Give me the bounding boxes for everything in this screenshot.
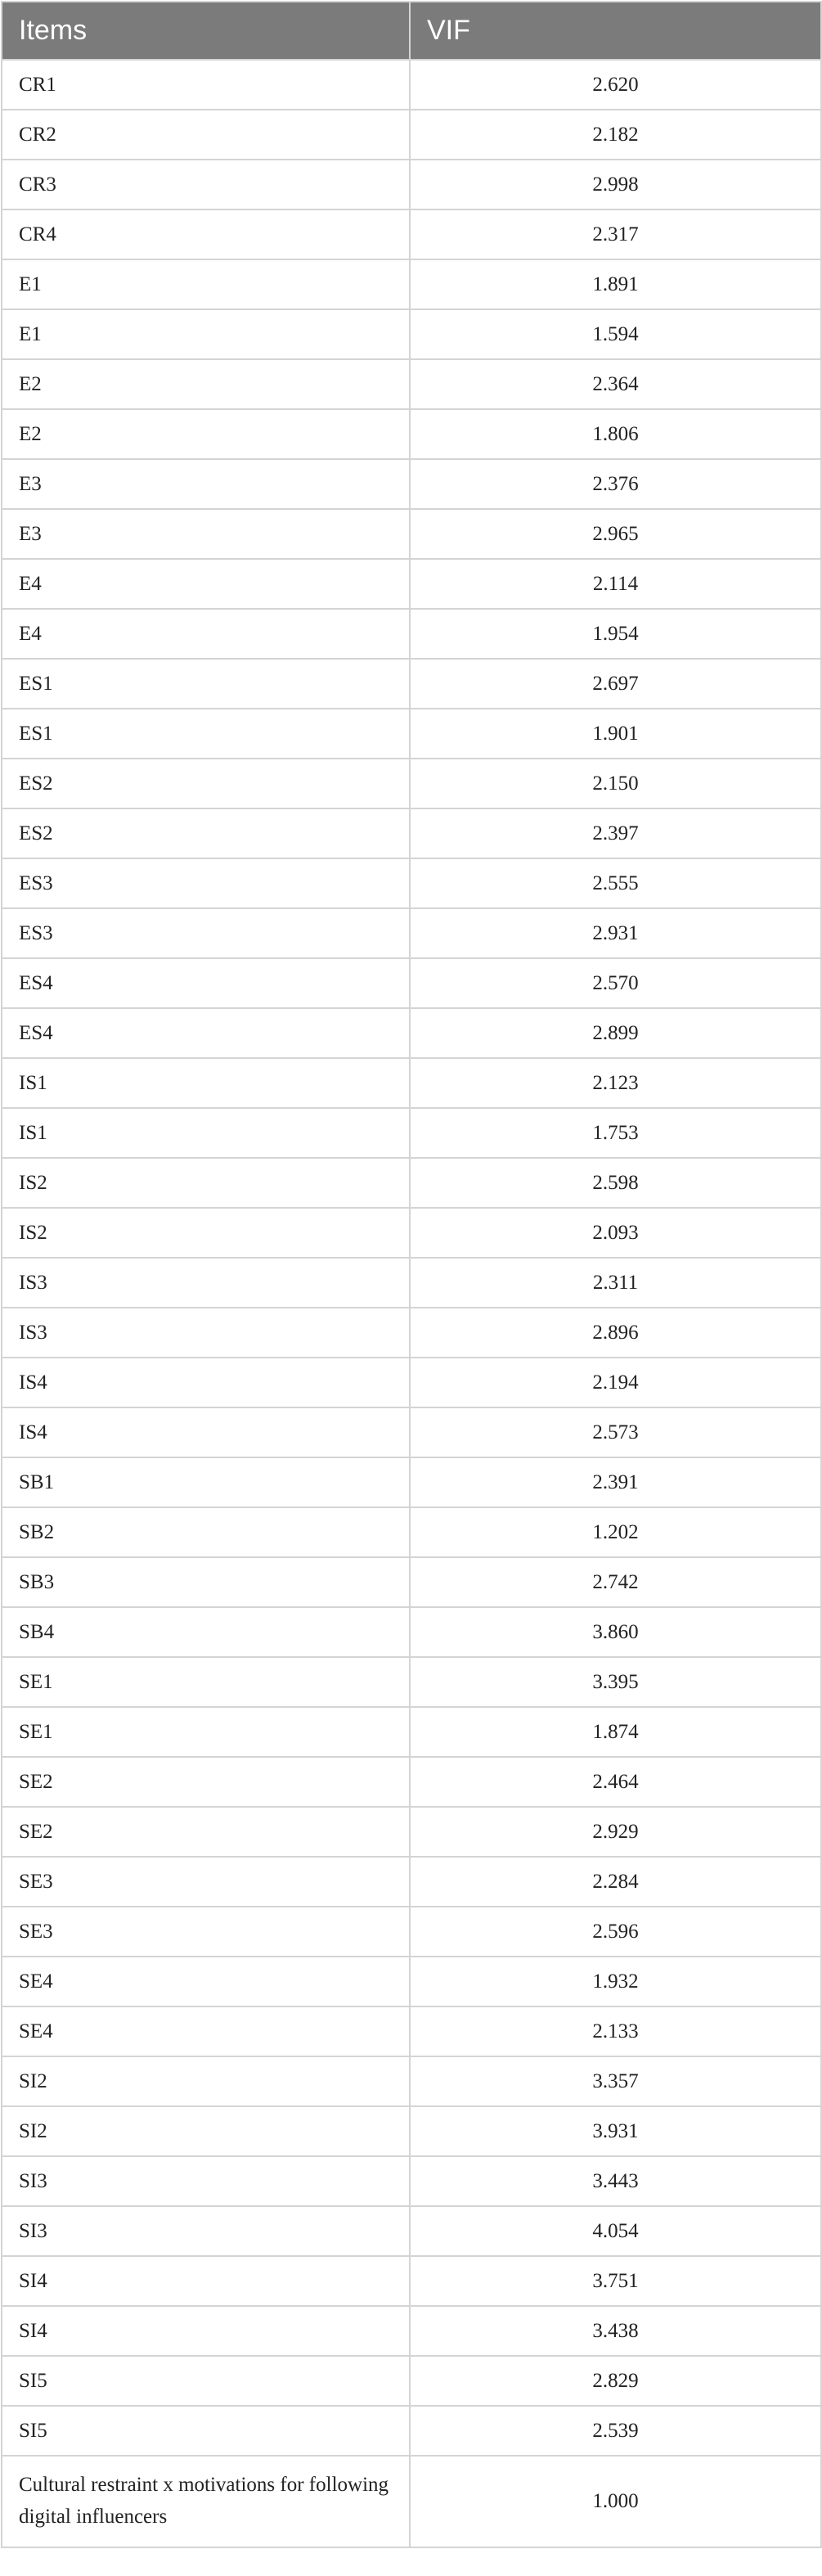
vif-cell: 2.899 xyxy=(410,1008,821,1058)
vif-cell: 1.954 xyxy=(410,609,821,659)
table-row xyxy=(2,1757,821,1807)
vif-cell: 3.395 xyxy=(410,1657,821,1707)
vif-cell: 1.000 xyxy=(410,2456,821,2547)
item-cell: IS1 xyxy=(2,1058,410,1108)
item-cell: IS3 xyxy=(2,1258,410,1308)
item-cell: SI2 xyxy=(2,2056,410,2106)
item-cell: SE4 xyxy=(2,1957,410,2006)
vif-cell: 2.150 xyxy=(410,759,821,808)
table-row xyxy=(2,359,821,409)
vif-cell: 2.598 xyxy=(410,1158,821,1208)
vif-table xyxy=(1,1,822,2548)
table-row xyxy=(2,1108,821,1158)
item-cell: E3 xyxy=(2,459,410,509)
table-row xyxy=(2,1907,821,1957)
table-row xyxy=(2,160,821,209)
item-cell: SE2 xyxy=(2,1807,410,1857)
item-cell: IS2 xyxy=(2,1208,410,1258)
vif-cell: 1.891 xyxy=(410,259,821,309)
table-row xyxy=(2,1358,821,1407)
table-row xyxy=(2,1957,821,2006)
vif-cell: 2.896 xyxy=(410,1308,821,1358)
table-row xyxy=(2,759,821,808)
table-row xyxy=(2,2006,821,2056)
table-row xyxy=(2,1158,821,1208)
vif-cell: 2.182 xyxy=(410,110,821,160)
vif-cell: 2.194 xyxy=(410,1358,821,1407)
table-row xyxy=(2,659,821,709)
item-cell: SE3 xyxy=(2,1857,410,1907)
item-cell: CR3 xyxy=(2,160,410,209)
vif-cell: 2.555 xyxy=(410,858,821,908)
item-cell: SI2 xyxy=(2,2106,410,2156)
table-row xyxy=(2,2256,821,2306)
item-cell: E1 xyxy=(2,259,410,309)
vif-cell: 2.133 xyxy=(410,2006,821,2056)
table-row xyxy=(2,1058,821,1108)
item-cell: E2 xyxy=(2,359,410,409)
table-row xyxy=(2,2156,821,2206)
vif-cell: 2.596 xyxy=(410,1907,821,1957)
vif-cell: 4.054 xyxy=(410,2206,821,2256)
vif-cell: 2.998 xyxy=(410,160,821,209)
table-row xyxy=(2,858,821,908)
vif-cell: 1.901 xyxy=(410,709,821,759)
item-cell: SI3 xyxy=(2,2156,410,2206)
item-cell: CR2 xyxy=(2,110,410,160)
table-row xyxy=(2,1208,821,1258)
item-cell: Cultural restraint x motivations for following digital influencers xyxy=(2,2456,410,2547)
table-row xyxy=(2,709,821,759)
vif-cell: 3.443 xyxy=(410,2156,821,2206)
table-row xyxy=(2,958,821,1008)
vif-cell: 1.932 xyxy=(410,1957,821,2006)
table-row xyxy=(2,2406,821,2456)
item-cell: SI4 xyxy=(2,2256,410,2306)
table-row xyxy=(2,509,821,559)
vif-cell: 2.742 xyxy=(410,1557,821,1607)
item-cell: SB3 xyxy=(2,1557,410,1607)
vif-cell: 2.965 xyxy=(410,509,821,559)
column-header-items: Items xyxy=(2,2,410,60)
vif-cell: 2.376 xyxy=(410,459,821,509)
table-row xyxy=(2,1407,821,1457)
table-row xyxy=(2,2056,821,2106)
item-cell: IS1 xyxy=(2,1108,410,1158)
table-row xyxy=(2,1308,821,1358)
table-row xyxy=(2,259,821,309)
table-row xyxy=(2,908,821,958)
item-cell: CR1 xyxy=(2,60,410,110)
table-row xyxy=(2,459,821,509)
vif-cell: 2.929 xyxy=(410,1807,821,1857)
vif-cell: 2.931 xyxy=(410,908,821,958)
table-row xyxy=(2,1607,821,1657)
vif-cell: 2.317 xyxy=(410,209,821,259)
vif-cell: 2.620 xyxy=(410,60,821,110)
item-cell: SE2 xyxy=(2,1757,410,1807)
vif-cell: 1.753 xyxy=(410,1108,821,1158)
vif-cell: 2.397 xyxy=(410,808,821,858)
table-row xyxy=(2,309,821,359)
item-cell: SB2 xyxy=(2,1507,410,1557)
vif-cell: 3.357 xyxy=(410,2056,821,2106)
table-row xyxy=(2,808,821,858)
vif-cell: 2.284 xyxy=(410,1857,821,1907)
vif-cell: 2.093 xyxy=(410,1208,821,1258)
table-row xyxy=(2,110,821,160)
item-cell: SI3 xyxy=(2,2206,410,2256)
vif-cell: 2.123 xyxy=(410,1058,821,1108)
vif-cell: 2.391 xyxy=(410,1457,821,1507)
table-row xyxy=(2,1258,821,1308)
item-cell: IS2 xyxy=(2,1158,410,1208)
item-cell: E4 xyxy=(2,609,410,659)
item-cell: ES4 xyxy=(2,958,410,1008)
item-cell: ES3 xyxy=(2,858,410,908)
item-cell: SE1 xyxy=(2,1707,410,1757)
vif-cell: 1.806 xyxy=(410,409,821,459)
table-row xyxy=(2,1008,821,1058)
table-row xyxy=(2,1507,821,1557)
table-row xyxy=(2,559,821,609)
item-cell: SB1 xyxy=(2,1457,410,1507)
table-row xyxy=(2,2356,821,2406)
vif-cell: 3.931 xyxy=(410,2106,821,2156)
table-row xyxy=(2,1857,821,1907)
item-cell: ES1 xyxy=(2,709,410,759)
vif-cell: 2.114 xyxy=(410,559,821,609)
item-cell: ES4 xyxy=(2,1008,410,1058)
item-cell: E3 xyxy=(2,509,410,559)
item-cell: IS4 xyxy=(2,1407,410,1457)
vif-cell: 2.464 xyxy=(410,1757,821,1807)
item-cell: ES3 xyxy=(2,908,410,958)
table-row xyxy=(2,2206,821,2256)
item-cell: ES1 xyxy=(2,659,410,709)
item-cell: SE4 xyxy=(2,2006,410,2056)
item-cell: ES2 xyxy=(2,808,410,858)
table-body xyxy=(2,60,821,2547)
vif-cell: 2.829 xyxy=(410,2356,821,2406)
vif-cell: 2.364 xyxy=(410,359,821,409)
vif-cell: 1.202 xyxy=(410,1507,821,1557)
item-cell: IS3 xyxy=(2,1308,410,1358)
vif-cell: 3.751 xyxy=(410,2256,821,2306)
item-cell: ES2 xyxy=(2,759,410,808)
vif-cell: 2.311 xyxy=(410,1258,821,1308)
table-row xyxy=(2,1807,821,1857)
table-row xyxy=(2,1457,821,1507)
table-row xyxy=(2,2306,821,2356)
table-header xyxy=(2,2,821,60)
header-row xyxy=(2,2,821,60)
item-cell: SE3 xyxy=(2,1907,410,1957)
table-row xyxy=(2,1707,821,1757)
item-cell: CR4 xyxy=(2,209,410,259)
table-row xyxy=(2,609,821,659)
table-row xyxy=(2,1657,821,1707)
item-cell: SB4 xyxy=(2,1607,410,1657)
vif-cell: 2.539 xyxy=(410,2406,821,2456)
vif-cell: 1.594 xyxy=(410,309,821,359)
item-cell: SI5 xyxy=(2,2356,410,2406)
vif-cell: 1.874 xyxy=(410,1707,821,1757)
table-row xyxy=(2,2456,821,2547)
table-row xyxy=(2,60,821,110)
vif-cell: 2.570 xyxy=(410,958,821,1008)
column-header-vif: VIF xyxy=(410,2,821,60)
item-cell: E2 xyxy=(2,409,410,459)
item-cell: SI5 xyxy=(2,2406,410,2456)
vif-cell: 3.438 xyxy=(410,2306,821,2356)
table-row xyxy=(2,1557,821,1607)
item-cell: E1 xyxy=(2,309,410,359)
item-cell: IS4 xyxy=(2,1358,410,1407)
table-row xyxy=(2,2106,821,2156)
item-cell: SE1 xyxy=(2,1657,410,1707)
vif-cell: 2.697 xyxy=(410,659,821,709)
vif-cell: 2.573 xyxy=(410,1407,821,1457)
table-row xyxy=(2,409,821,459)
table-row xyxy=(2,209,821,259)
vif-cell: 3.860 xyxy=(410,1607,821,1657)
item-cell: SI4 xyxy=(2,2306,410,2356)
item-cell: E4 xyxy=(2,559,410,609)
